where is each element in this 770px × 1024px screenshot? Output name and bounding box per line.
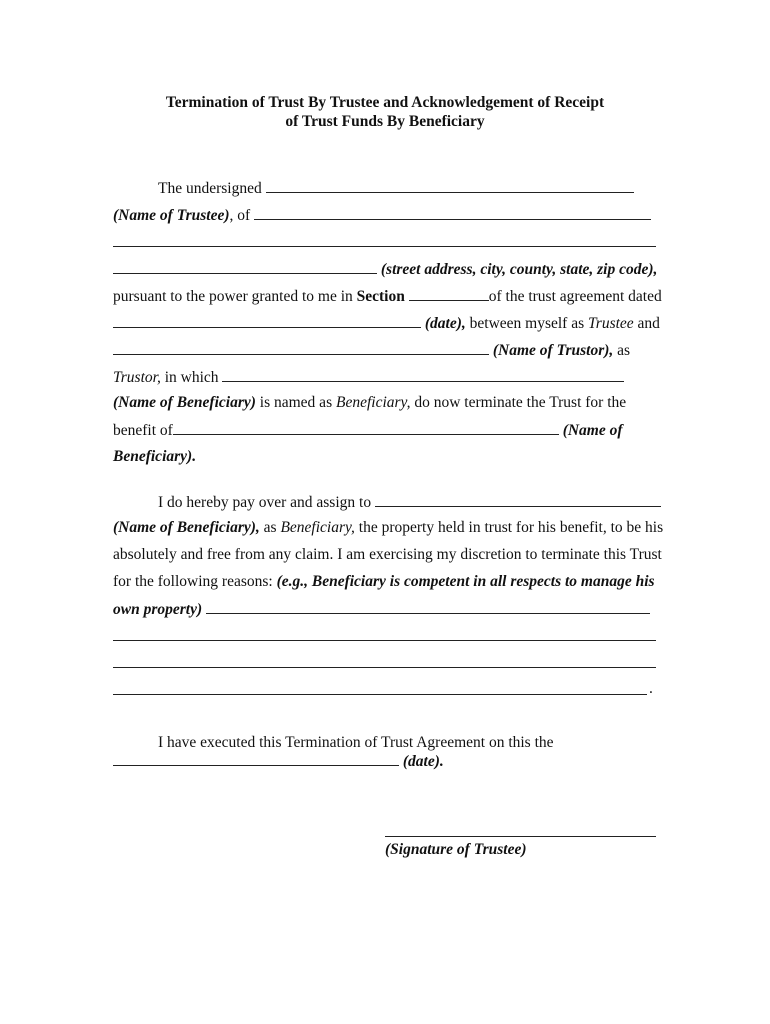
benefit-of-text: benefit of — [113, 422, 173, 439]
in-which-text: in which — [164, 369, 219, 386]
in-which-line — [113, 367, 624, 388]
reasons-field-1[interactable] — [206, 599, 650, 614]
own-property-line — [113, 599, 650, 620]
undersigned-line — [158, 178, 634, 199]
name-of-trustor-label: (Name of Trustor), — [492, 342, 614, 359]
executed-text: I have executed this Termination of Trust Agreement on this the — [158, 734, 554, 751]
trustor-line — [113, 340, 630, 361]
trust-agreement-date-field[interactable] — [113, 313, 421, 328]
beneficiary-role-text: Beneficiary, — [335, 394, 411, 411]
trustee-name-field[interactable] — [266, 178, 634, 193]
name-of-beneficiary-label-3: (Name of Beneficiary), — [113, 519, 260, 536]
address-hint-label: (street address, city, county, state, zip code), — [380, 261, 658, 278]
of-text: , of — [229, 207, 251, 224]
section-label: Section — [356, 288, 405, 305]
date-line — [113, 313, 660, 334]
as-text-2: as — [263, 519, 277, 536]
section-number-field[interactable] — [409, 286, 489, 301]
execution-date-hint-label: (date). — [402, 753, 444, 770]
trustee-role-text: Trustee — [588, 315, 634, 332]
example-hint-label: (e.g., Beneficiary is competent in all respects to manage his — [276, 573, 655, 590]
benefit-of-line — [113, 420, 623, 441]
name-of-trustee-label: (Name of Trustee) — [113, 207, 230, 224]
trustor-role-text: Trustor, — [113, 369, 161, 386]
document-title-line-2: of Trust Funds By Beneficiary — [285, 113, 485, 130]
beneficiary-role-text-2: Beneficiary, — [280, 519, 355, 536]
trustee-of-line — [113, 205, 651, 226]
name-of-beneficiary-label-2b: Beneficiary). — [113, 448, 197, 465]
pursuant-text: pursuant to the power granted to me in — [113, 288, 353, 305]
property-text: the property held in trust for his benefit, to be his — [358, 519, 664, 536]
pay-over-line — [158, 492, 661, 513]
reasons-field-4[interactable] — [113, 694, 647, 695]
assignee-name-field[interactable] — [375, 492, 661, 507]
signature-label — [385, 840, 527, 860]
between-text: between myself as — [469, 315, 585, 332]
signature-of-trustee-label: (Signature of Trustee) — [385, 841, 527, 858]
trustee-address-field-3[interactable] — [113, 259, 377, 274]
trustee-address-field-1[interactable] — [254, 205, 651, 220]
execution-date-line — [113, 751, 444, 772]
execution-date-field[interactable] — [113, 751, 399, 766]
terminate-text: do now terminate the Trust for the — [414, 394, 627, 411]
as-text: as — [617, 342, 631, 359]
reasons-period: . — [649, 680, 653, 697]
document-title-line-1: Termination of Trust By Trustee and Acknowledgement of Receipt — [165, 94, 605, 111]
trustee-address-field-2[interactable] — [113, 246, 656, 247]
named-beneficiary-line — [113, 393, 626, 413]
trust-agreement-text: of the trust agreement dated — [488, 288, 662, 305]
undersigned-text: The undersigned — [158, 180, 262, 197]
beneficiary-end-line — [113, 447, 196, 467]
discretion-line — [113, 545, 662, 565]
date-hint-label: (date), — [424, 315, 466, 332]
beneficiary-name-field-2[interactable] — [173, 420, 559, 435]
name-of-beneficiary-label-2a: (Name of — [562, 422, 623, 439]
discretion-text: absolutely and free from any claim. I am exercising my discretion to terminate this Trust — [113, 546, 662, 563]
and-text: and — [637, 315, 660, 332]
reasons-line — [113, 572, 655, 592]
beneficiary-name-field-1[interactable] — [222, 367, 624, 382]
is-named-as-text: is named as — [259, 394, 333, 411]
own-property-label: own property) — [113, 601, 203, 618]
pursuant-line — [113, 286, 662, 307]
reasons-field-3[interactable] — [113, 667, 656, 668]
address-hint-line — [113, 259, 657, 280]
property-line — [113, 518, 663, 538]
following-reasons-text: for the following reasons: — [113, 573, 273, 590]
pay-over-text: I do hereby pay over and assign to — [158, 494, 372, 511]
signature-field[interactable] — [385, 836, 656, 837]
reasons-field-2[interactable] — [113, 640, 656, 641]
name-of-beneficiary-label: (Name of Beneficiary) — [113, 394, 256, 411]
trustor-name-field[interactable] — [113, 340, 489, 355]
executed-line — [158, 733, 554, 753]
